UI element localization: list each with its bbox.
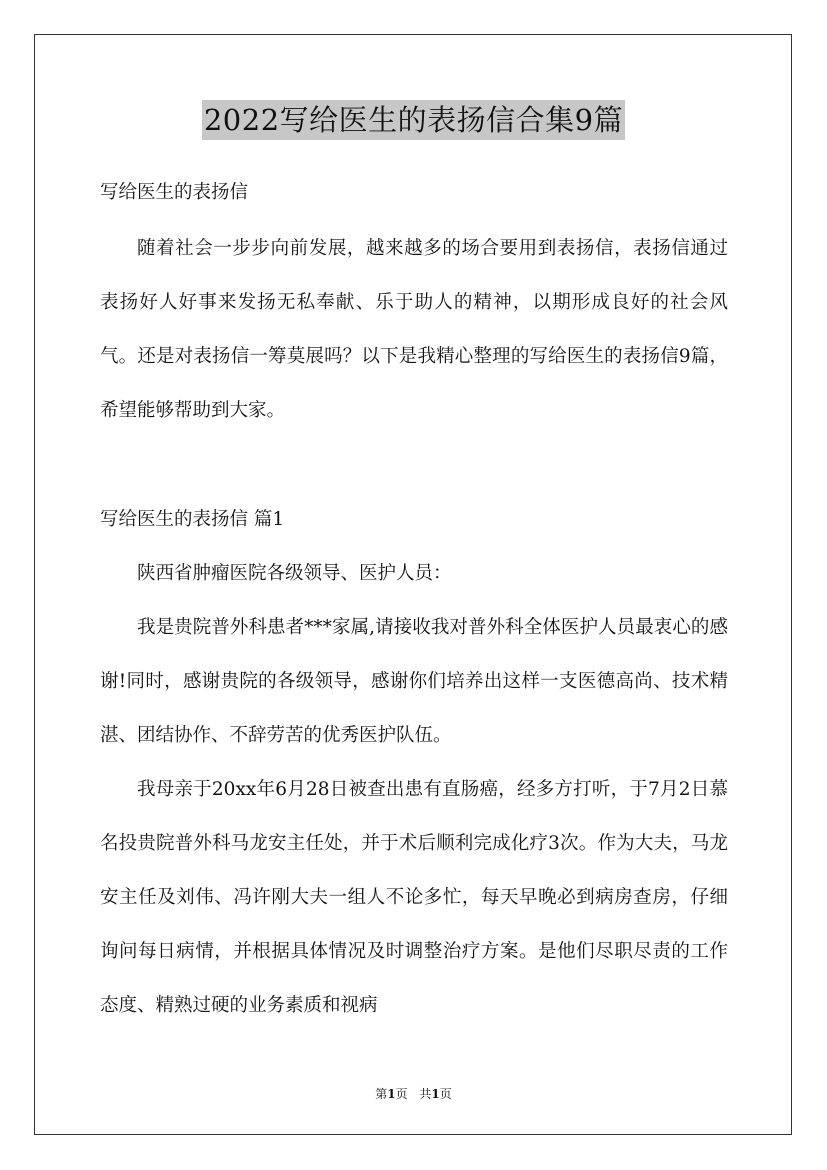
page-number: 1	[387, 1087, 396, 1101]
intro-paragraph: 随着社会一步步向前发展，越来越多的场合要用到表扬信，表扬信通过表扬好人好事来发扬无私奉献、乐于助人的精神，以期形成良好的社会风气。还是对表扬信一筹莫展吗？以下是我精心整理的写给医生的表扬信9篇，希望能够帮助到大家。	[100, 238, 728, 421]
page-prefix: 第	[375, 1087, 388, 1101]
intro-heading: 写给医生的表扬信	[100, 182, 249, 203]
document-title	[0, 100, 827, 140]
document-title-text: 2022写给医生的表扬信合集9篇	[202, 100, 625, 140]
total-prefix: 共	[419, 1087, 432, 1101]
section-1-heading: 写给医生的表扬信 篇1	[100, 509, 285, 530]
total-suffix: 页	[439, 1087, 452, 1101]
letter-salutation: 陕西省肿瘤医院各级领导、医护人员：	[137, 563, 452, 584]
page-footer	[0, 1086, 827, 1102]
letter-paragraph-2: 我母亲于20xx年6月28日被查出患有直肠癌，经多方打听，于7月2日慕名投贵院普外科马龙安主任处，并于术后顺利完成化疗3次。作为大夫，马龙安主任及刘伟、冯许刚大夫一组人不论多忙，每天早晚必到病房查房，仔细询问每日病情，并根据具体情况及时调整治疗方案。是他们尽职尽责的工作态度、精熟过硬的业务素质和视病	[100, 779, 728, 1016]
total-number: 1	[431, 1087, 440, 1101]
letter-paragraph-1: 我是贵院普外科患者***家属,请接收我对普外科全体医护人员最衷心的感谢!同时，感谢贵院的各级领导，感谢你们培养出这样一支医德高尚、技术精湛、团结协作、不辞劳苦的优秀医护队伍。	[100, 617, 728, 746]
page-suffix: 页	[395, 1087, 408, 1101]
